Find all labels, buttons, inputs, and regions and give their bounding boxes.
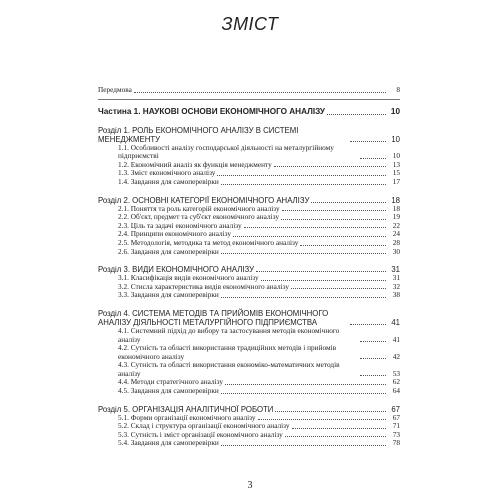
dot-leader — [256, 271, 386, 272]
dot-leader — [221, 184, 386, 185]
dot-leader — [217, 175, 386, 176]
dot-leader — [360, 158, 386, 159]
toc-entry-label: Розділ 5. ОРГАНІЗАЦІЯ АНАЛІТИЧНОЇ РОБОТИ — [98, 404, 274, 414]
toc-entry-page: 28 — [392, 237, 400, 247]
toc-entry-sub[interactable] — [98, 178, 400, 187]
toc-entry-label: Передмова — [98, 85, 132, 94]
toc-entry-page: 64 — [392, 386, 400, 396]
toc-entry-page: 32 — [392, 281, 400, 291]
toc-entry-label: Частина 1. НАУКОВІ ОСНОВИ ЕКОНОМІЧНОГО АНАЛІЗУ — [98, 106, 326, 116]
toc-entry-label: 4.5. Завдання для самоперевірки — [118, 386, 219, 396]
dot-leader — [275, 411, 386, 412]
dot-leader — [360, 341, 386, 342]
toc-entry-page: 78 — [392, 438, 400, 448]
toc-entry-page: 10 — [392, 151, 400, 161]
toc-entry-page: 17 — [392, 176, 400, 186]
dot-leader — [225, 384, 386, 385]
toc-entry-page: 41 — [391, 317, 400, 327]
dot-leader — [300, 245, 386, 246]
toc-entry-page: 53 — [392, 368, 400, 378]
toc-entry-plain[interactable] — [98, 86, 400, 95]
dot-leader — [221, 297, 386, 298]
toc-entry-section[interactable] — [98, 126, 400, 144]
toc-entry-label: 5.2. Склад і структура організації економічного аналізу — [118, 421, 290, 431]
toc-entry-label: 3.1. Класифікація видів економічного аналізу — [118, 273, 259, 283]
toc-entry-label: 5.3. Сутність і зміст організації економічного аналізу — [118, 429, 283, 439]
toc-entry-label: Розділ 4. СИСТЕМА МЕТОДІВ ТА ПРИЙОМІВ ЕКОНОМІЧНОГО АНАЛІЗУ ДІЯЛЬНОСТІ МЕТАЛУРГІЙНОГО ПІДПРИЄМСТВА — [98, 308, 329, 327]
toc-entry-page: 8 — [396, 85, 400, 94]
toc-entry-page: 38 — [392, 290, 400, 300]
toc-entry-label: Розділ 2. ОСНОВНІ КАТЕГОРІЇ ЕКОНОМІЧНОГО АНАЛІЗУ — [98, 195, 310, 205]
toc-entry-label: 2.3. Ціль та задачі економічного аналізу — [118, 220, 242, 230]
toc-entry-page: 31 — [391, 265, 400, 275]
toc-entry-page: 18 — [391, 195, 400, 205]
dot-leader — [285, 436, 386, 437]
dot-leader — [360, 375, 386, 376]
toc-entry-label: 4.1. Системний підхід до вибору та застосування методів економічного аналізу — [118, 325, 340, 344]
toc-entry-sub[interactable] — [98, 248, 400, 257]
toc-entry-page: 71 — [392, 421, 400, 431]
toc-entry-label: Розділ 1. РОЛЬ ЕКОНОМІЧНОГО АНАЛІЗУ В СИСТЕМІ МЕНЕДЖМЕНТУ — [98, 125, 299, 144]
dot-leader — [134, 92, 386, 93]
toc-entry-label: 2.1. Поняття та роль категорій економічного аналізу — [118, 203, 280, 213]
toc-entry-sub[interactable] — [98, 144, 400, 161]
toc-entry-sub[interactable] — [98, 344, 400, 361]
toc-entry-sub[interactable] — [98, 361, 400, 378]
dot-leader — [327, 114, 386, 115]
toc-entry-page: 73 — [392, 429, 400, 439]
toc-entry-label: 1.1. Особливості аналізу господарської діяльності на металургійному підприємстві — [118, 142, 334, 161]
dot-leader — [258, 419, 386, 420]
toc-entry-label: 5.4. Завдання для самоперевірки — [118, 438, 219, 448]
dot-leader — [261, 280, 386, 281]
toc-entry-page: 22 — [392, 220, 400, 230]
toc-entry-sub[interactable] — [98, 327, 400, 344]
toc-entry-page: 67 — [392, 412, 400, 422]
toc-entry-sub[interactable] — [98, 291, 400, 300]
dot-leader — [282, 210, 386, 211]
dot-leader — [221, 253, 386, 254]
toc-entry-label: 4.2. Сутність та області використання традиційних методів і прийомів економічного аналізу — [118, 343, 337, 361]
toc-entry-page: 31 — [392, 273, 400, 283]
toc-entry-page: 19 — [392, 212, 400, 222]
toc-entry-section[interactable] — [98, 309, 400, 327]
toc-entry-label: 4.4. Методи стратегічного аналізу — [118, 377, 224, 387]
toc-entry-sub[interactable] — [98, 439, 400, 448]
dot-leader — [350, 141, 386, 142]
toc-entry-label: 2.6. Завдання для самоперевірки — [118, 246, 219, 256]
toc-entry-label: 1.3. Зміст економічного аналізу — [118, 168, 216, 178]
dot-leader — [350, 324, 386, 325]
toc-entry-page: 24 — [392, 229, 400, 239]
toc-entry-page: 18 — [392, 203, 400, 213]
toc-entry-page: 10 — [391, 134, 400, 144]
toc-entry-label: 1.2. Економічний аналіз як функція менеджменту — [118, 159, 272, 169]
dot-leader — [244, 227, 386, 228]
toc-entry-label: 3.3. Завдання для самоперевірки — [118, 290, 219, 300]
toc-entry-page: 15 — [392, 168, 400, 178]
page-title: ЗМІСТ — [221, 14, 279, 34]
toc-entry-label: 2.4. Принципи економічного аналізу — [118, 229, 232, 239]
toc-entry-page: 30 — [392, 246, 400, 256]
toc-entry-page: 67 — [391, 404, 400, 414]
toc-entry-part[interactable] — [98, 106, 400, 117]
divider — [98, 99, 400, 100]
toc-entry-label: 2.2. Об'єкт, предмет та суб'єкт економічного аналізу — [118, 212, 279, 222]
dot-leader — [221, 393, 386, 394]
toc-entry-page: 10 — [390, 106, 400, 116]
page-number: 3 — [247, 480, 253, 491]
dot-leader — [292, 428, 386, 429]
table-of-contents — [98, 86, 400, 448]
dot-leader — [311, 202, 386, 203]
toc-entry-label: 4.3. Сутність та області використання економіко-математичних методів аналізу — [118, 360, 340, 378]
toc-entry-page: 13 — [392, 159, 400, 169]
toc-entry-label: 1.4. Завдання для самоперевірки — [118, 176, 219, 186]
dot-leader — [281, 219, 386, 220]
dot-leader — [221, 445, 386, 446]
toc-entry-label: 5.1. Форми організації економічного аналізу — [118, 412, 256, 422]
dot-leader — [360, 358, 386, 359]
dot-leader — [233, 236, 386, 237]
toc-entry-sub[interactable] — [98, 387, 400, 396]
toc-entry-label: Розділ 3. ВИДИ ЕКОНОМІЧНОГО АНАЛІЗУ — [98, 265, 255, 275]
toc-entry-label: 2.5. Методологія, методика та метод економічного аналізу — [118, 237, 299, 247]
toc-entry-page: 42 — [392, 351, 400, 361]
toc-entry-page: 41 — [392, 334, 400, 344]
toc-entry-page: 62 — [392, 377, 400, 387]
dot-leader — [291, 288, 386, 289]
dot-leader — [274, 166, 386, 167]
toc-entry-label: 3.2. Стисла характеристика видів економічного аналізу — [118, 281, 289, 291]
